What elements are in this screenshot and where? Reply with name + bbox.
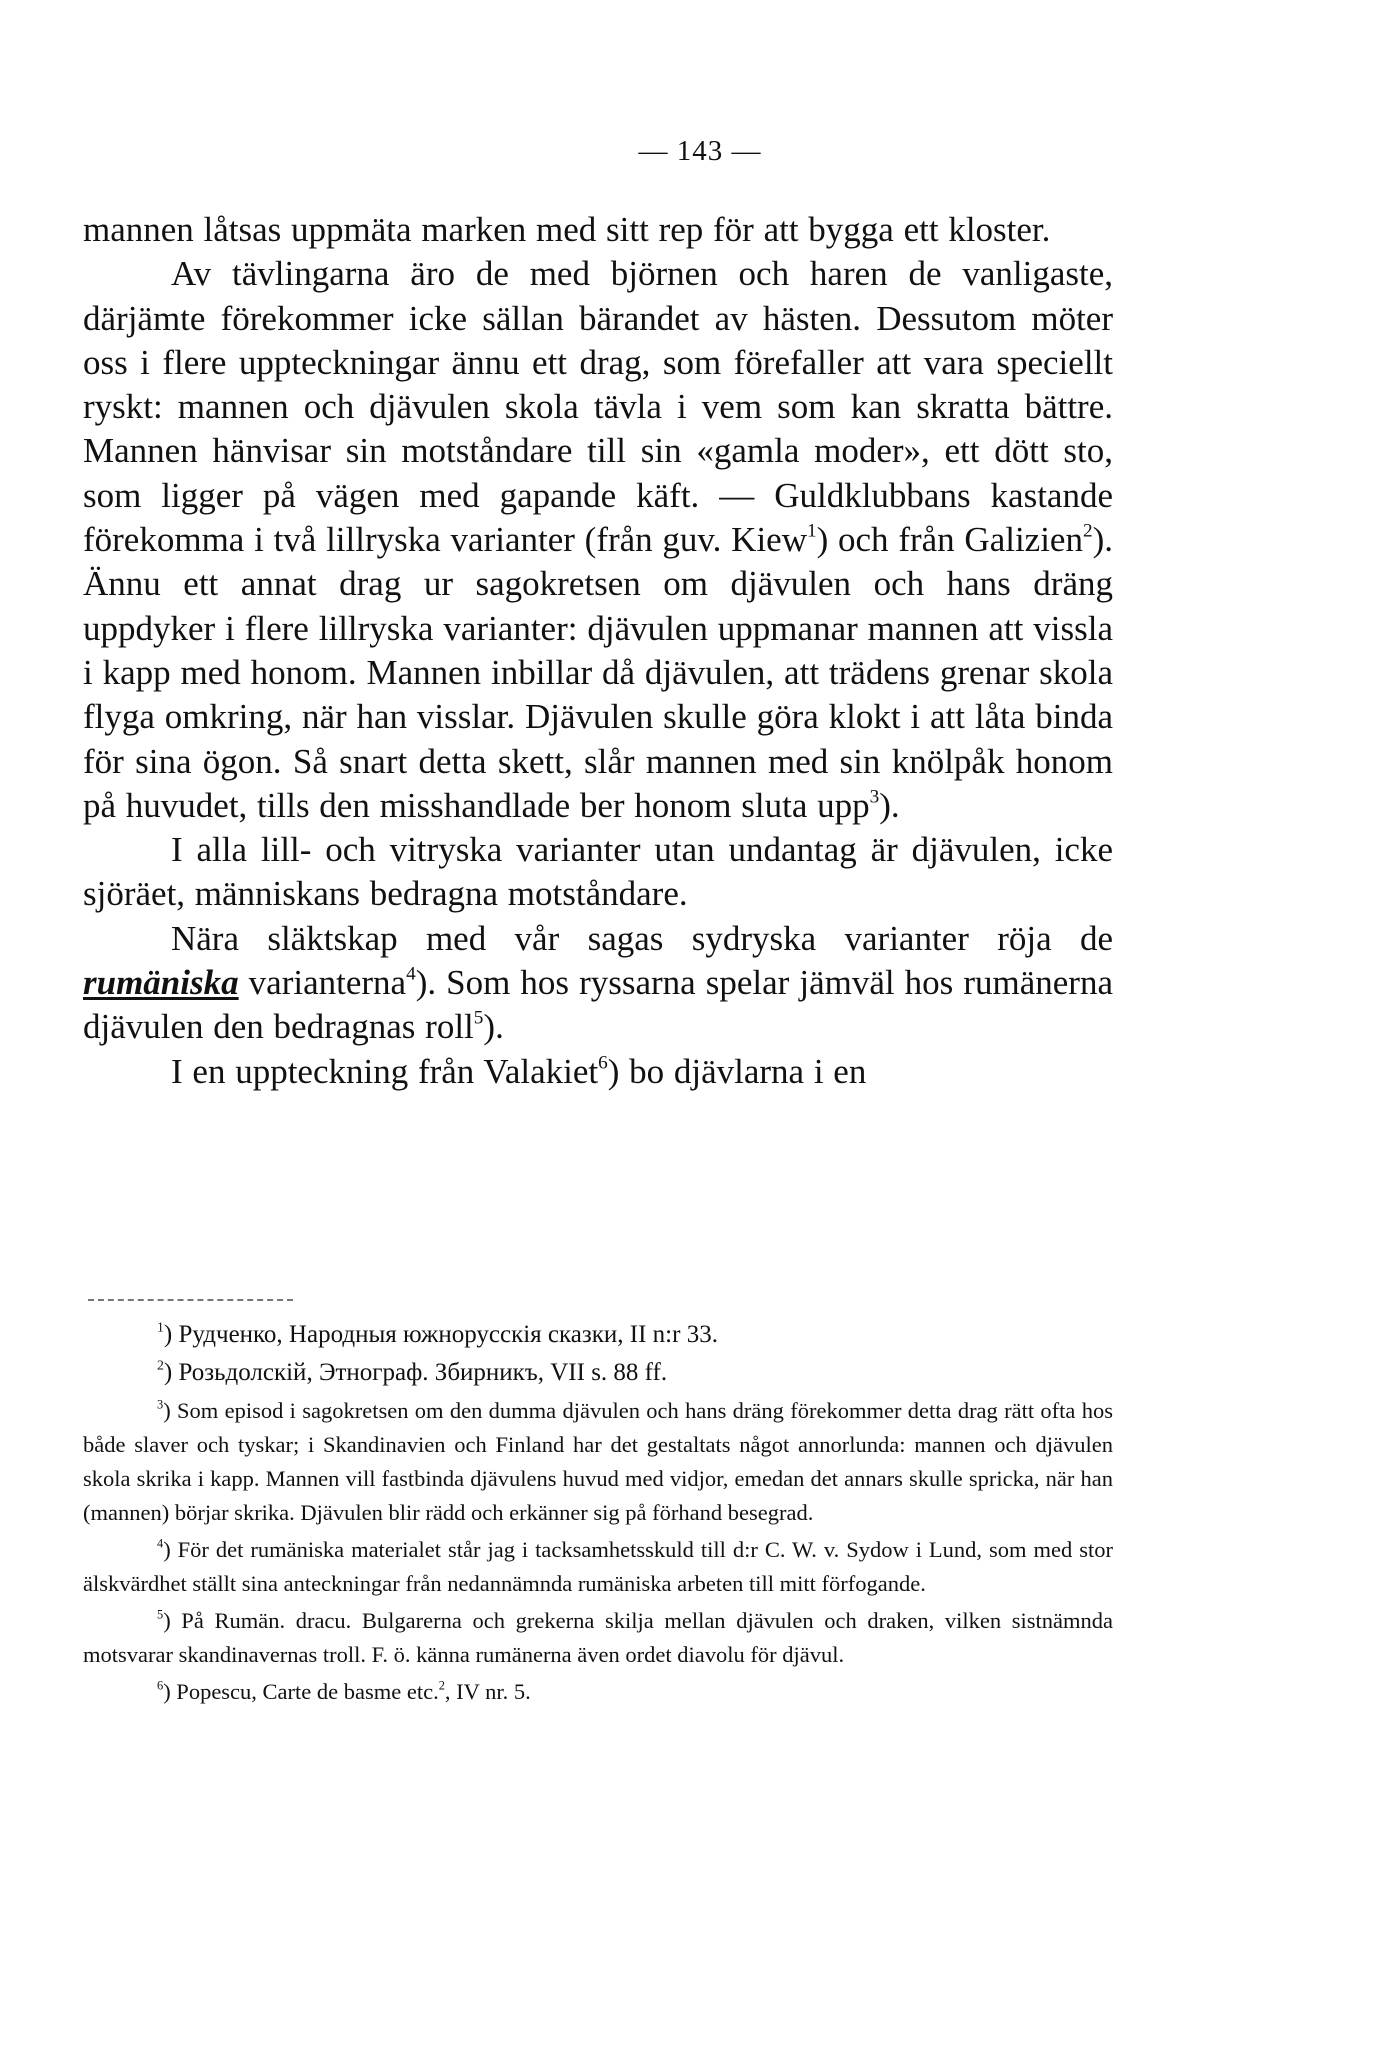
footnote-separator xyxy=(88,1299,293,1301)
footnote-3-text: ) Som episod i sagokretsen om den dumma djävulen och hans dräng förekommer detta drag rätt ofta hos både slaver och tyskar; i Skandinavien och Finland har det gestaltats något annorlunda: mannen och djävulen skola skrika i kapp. Mannen vill fastbinda djävulens huvud med vidjor, emedan det annars skulle spricka, när han (mannen) börjar skrika. Djävulen blir rädd och erkänner sig på förhand besegrad. xyxy=(83,1398,1113,1525)
emphasis-rumaniska: rumäniska xyxy=(83,963,239,1003)
footnote-1-mark: 1 xyxy=(157,1319,164,1335)
footnote-ref-5: 5 xyxy=(473,1007,484,1029)
paragraph-4-part-b: varianterna xyxy=(238,963,407,1003)
paragraph-5 xyxy=(83,1050,1113,1094)
paragraph-2-part-c: ). Ännu ett annat drag ur sagokretsen om djävulen och hans dräng uppdyker i flere lillryska varianter: djävulen uppmanar mannen att vissla i kapp med honom. Mannen inbillar då djävulen, att trädens grenar skola flyga omkring, när han visslar. Djävulen skulle göra klokt i att låta binda för sina ögon. Så snart detta skett, slår mannen med sin knölpåk honom på huvudet, tills den misshandlade ber honom sluta upp xyxy=(83,520,1114,825)
footnote-2-text: ) Розьдолскій, Этнограф. Збирникъ, VII s. 88 ff. xyxy=(163,1359,668,1386)
paragraph-2-part-d: ). xyxy=(879,785,900,825)
paragraph-5-part-b: ) bo djävlarna i en xyxy=(607,1051,867,1091)
paragraph-5-part-a: I en uppteckning från Valakiet xyxy=(171,1051,599,1091)
footnote-6 xyxy=(83,1675,1113,1709)
paragraph-2-part-a: Av tävlingarna äro de med björnen och haren de vanligaste, därjämte förekommer icke sällan bärandet av hästen. Dessutom möter oss i flere uppteckningar ännu ett drag, som förefaller att vara speciellt ryskt: mannen och djävulen skola tävla i vem som kan skratta bättre. Mannen hänvisar sin motståndare till sin «gamla moder», ett dött sto, som ligger på vägen med gapande käft. — Guldklubbans kastande förekomma i två lillryska varianter (från guv. Kiew xyxy=(83,254,1113,560)
footnote-1-text: ) Рудченко, Народныя южнорусскія сказки, II n:r 33. xyxy=(163,1321,718,1348)
footnote-3 xyxy=(83,1394,1113,1530)
footnote-6-mark: 6 xyxy=(157,1678,164,1693)
paragraph-2-part-b: ) och från Galizien xyxy=(816,520,1083,560)
paragraph-2 xyxy=(83,252,1113,828)
footnote-4-mark: 4 xyxy=(157,1536,164,1551)
footnote-2-mark: 2 xyxy=(157,1357,164,1373)
footnote-ref-4: 4 xyxy=(406,963,416,985)
main-text xyxy=(83,208,1113,1094)
paragraph-4-part-c: ). Som hos ryssarna spelar jämväl hos rumänerna djävulen den bedragnas roll xyxy=(83,963,1113,1047)
page-number: — 143 — xyxy=(638,135,762,167)
footnote-4-text: ) För det rumäniska materialet står jag i tacksamhetsskuld till d:r C. W. v. Sydow i Lund, som med stor älskvärdhet ställt sina anteckningar från nedannämnda rumäniska arbeten till mitt förfogande. xyxy=(83,1537,1113,1596)
paragraph-1: mannen låtsas uppmäta marken med sitt rep för att bygga ett kloster. xyxy=(83,210,1051,249)
footnote-2 xyxy=(83,1356,1113,1390)
footnote-4 xyxy=(83,1533,1113,1601)
paragraph-4 xyxy=(83,917,1113,1050)
footnote-6-text-a: ) Popescu, Carte de basme etc. xyxy=(163,1679,439,1704)
paragraph-4-part-d: ). xyxy=(483,1007,504,1047)
footnote-6-text-b: , IV nr. 5. xyxy=(444,1679,531,1704)
footnote-ref-2: 2 xyxy=(1082,520,1093,542)
edition-superscript: 2 xyxy=(438,1678,445,1693)
footnote-5-text: ) På Rumän. dracu. Bulgarerna och grekerna skilja mellan djävulen och draken, vilken sistnämnda motsvarar skandinavernas troll. F. ö. känna rumänerna även ordet diavolu för djävul. xyxy=(83,1608,1113,1667)
footnotes xyxy=(83,1318,1113,1712)
paragraph-3: I alla lill- och vitryska varianter utan undantag är djävulen, icke sjöräet, människans bedragna motståndare. xyxy=(83,830,1113,914)
footnote-ref-1: 1 xyxy=(806,520,817,542)
footnote-ref-6: 6 xyxy=(598,1052,608,1074)
footnote-ref-3: 3 xyxy=(869,786,880,808)
footnote-3-mark: 3 xyxy=(157,1397,164,1412)
paragraph-4-part-a: Nära släktskap med vår sagas sydryska varianter röja de xyxy=(171,918,1113,958)
footnote-5 xyxy=(83,1604,1113,1672)
footnote-1 xyxy=(83,1318,1113,1352)
footnote-5-mark: 5 xyxy=(157,1607,164,1622)
